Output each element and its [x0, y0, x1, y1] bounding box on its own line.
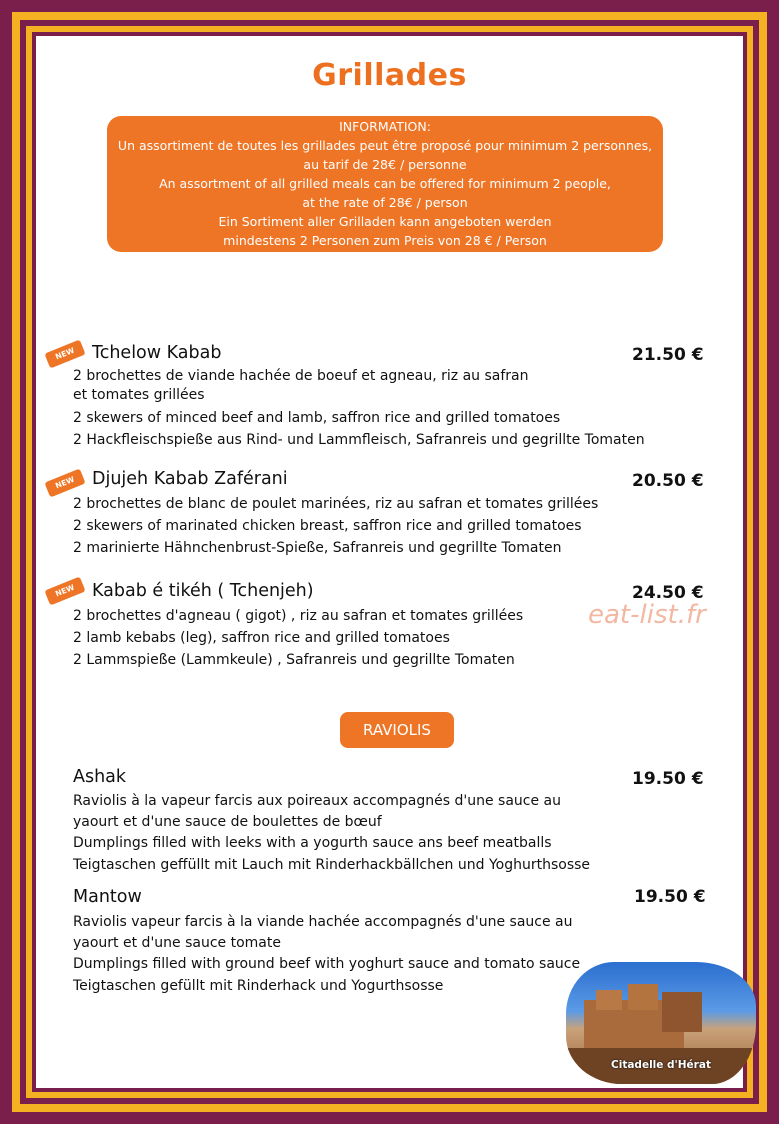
- watermark: eat-list.fr: [588, 600, 706, 630]
- info-line: An assortment of all grilled meals can be offered for minimum 2 people,: [159, 176, 611, 191]
- item-description: 2 brochettes d'agneau ( gigot) , riz au safran et tomates grillées: [73, 608, 524, 624]
- citadel-tower: [596, 990, 622, 1010]
- section-header-raviolis: RAVIOLIS: [340, 712, 454, 748]
- item-price: 24.50 €: [632, 583, 704, 603]
- info-line: mindestens 2 Personen zum Preis von 28 € / Person: [223, 233, 547, 248]
- citadel-tower: [628, 984, 658, 1010]
- citadel-tower: [662, 992, 702, 1032]
- item-name-ashak: Ashak: [73, 767, 127, 787]
- item-price: 20.50 €: [632, 471, 704, 491]
- item-price: 21.50 €: [632, 345, 704, 365]
- item-name-mantow: Mantow: [73, 887, 142, 907]
- item-description: 2 brochettes de blanc de poulet marinées, riz au safran et tomates grillées: [73, 496, 599, 512]
- item-name-kabab-e-tikeh: Kabab é tikéh ( Tchenjeh): [92, 581, 314, 601]
- page-title: Grillades: [312, 58, 467, 93]
- item-description: Teigtaschen geffüllt mit Lauch mit Rinderhackbällchen und Yoghurthsosse: [73, 857, 591, 873]
- new-badge: NEW: [44, 576, 85, 605]
- item-name-tchelow-kabab: Tchelow Kabab: [92, 343, 222, 363]
- new-badge: NEW: [44, 339, 85, 368]
- info-line: INFORMATION:: [339, 119, 431, 134]
- photo-caption: Citadelle d'Hérat: [611, 1059, 711, 1071]
- item-description: et tomates grillées: [73, 387, 205, 403]
- item-description: Dumplings filled with ground beef with yoghurt sauce and tomato sauce: [73, 956, 581, 972]
- citadel-photo: [566, 962, 756, 1084]
- information-box: [107, 116, 663, 252]
- item-description: 2 brochettes de viande hachée de boeuf et agneau, riz au safran: [73, 368, 529, 384]
- item-description: 2 Hackfleischspieße aus Rind- und Lammfleisch, Safranreis und gegrillte Tomaten: [73, 432, 645, 448]
- item-description: Raviolis à la vapeur farcis aux poireaux accompagnés d'une sauce au: [73, 793, 561, 809]
- item-description: 2 skewers of marinated chicken breast, saffron rice and grilled tomatoes: [73, 518, 582, 534]
- info-line: at the rate of 28€ / person: [302, 195, 468, 210]
- item-description: yaourt et d'une sauce de boulettes de bœuf: [73, 814, 382, 830]
- item-description: 2 skewers of minced beef and lamb, saffron rice and grilled tomatoes: [73, 410, 561, 426]
- item-description: Teigtaschen gefüllt mit Rinderhack und Yogurthsosse: [73, 978, 444, 994]
- item-description: 2 marinierte Hähnchenbrust-Spieße, Safranreis und gegrillte Tomaten: [73, 540, 562, 556]
- info-line: Ein Sortiment aller Grilladen kann angeboten werden: [218, 214, 552, 229]
- item-description: Dumplings filled with leeks with a yogurth sauce ans beef meatballs: [73, 835, 552, 851]
- info-line: Un assortiment de toutes les grillades peut être proposé pour minimum 2 personnes,: [117, 138, 653, 153]
- item-name-djujeh-kabab: Djujeh Kabab Zaférani: [92, 469, 288, 489]
- item-price: 19.50 €: [634, 887, 706, 907]
- item-description: 2 Lammspieße (Lammkeule) , Safranreis und gegrillte Tomaten: [73, 652, 515, 668]
- item-price: 19.50 €: [632, 769, 704, 789]
- item-description: Raviolis vapeur farcis à la viande hachée accompagnés d'une sauce au: [73, 914, 573, 930]
- new-badge: NEW: [44, 468, 85, 497]
- item-description: 2 lamb kebabs (leg), saffron rice and grilled tomatoes: [73, 630, 450, 646]
- item-description: yaourt et d'une sauce tomate: [73, 935, 281, 951]
- info-line: au tarif de 28€ / personne: [303, 157, 467, 172]
